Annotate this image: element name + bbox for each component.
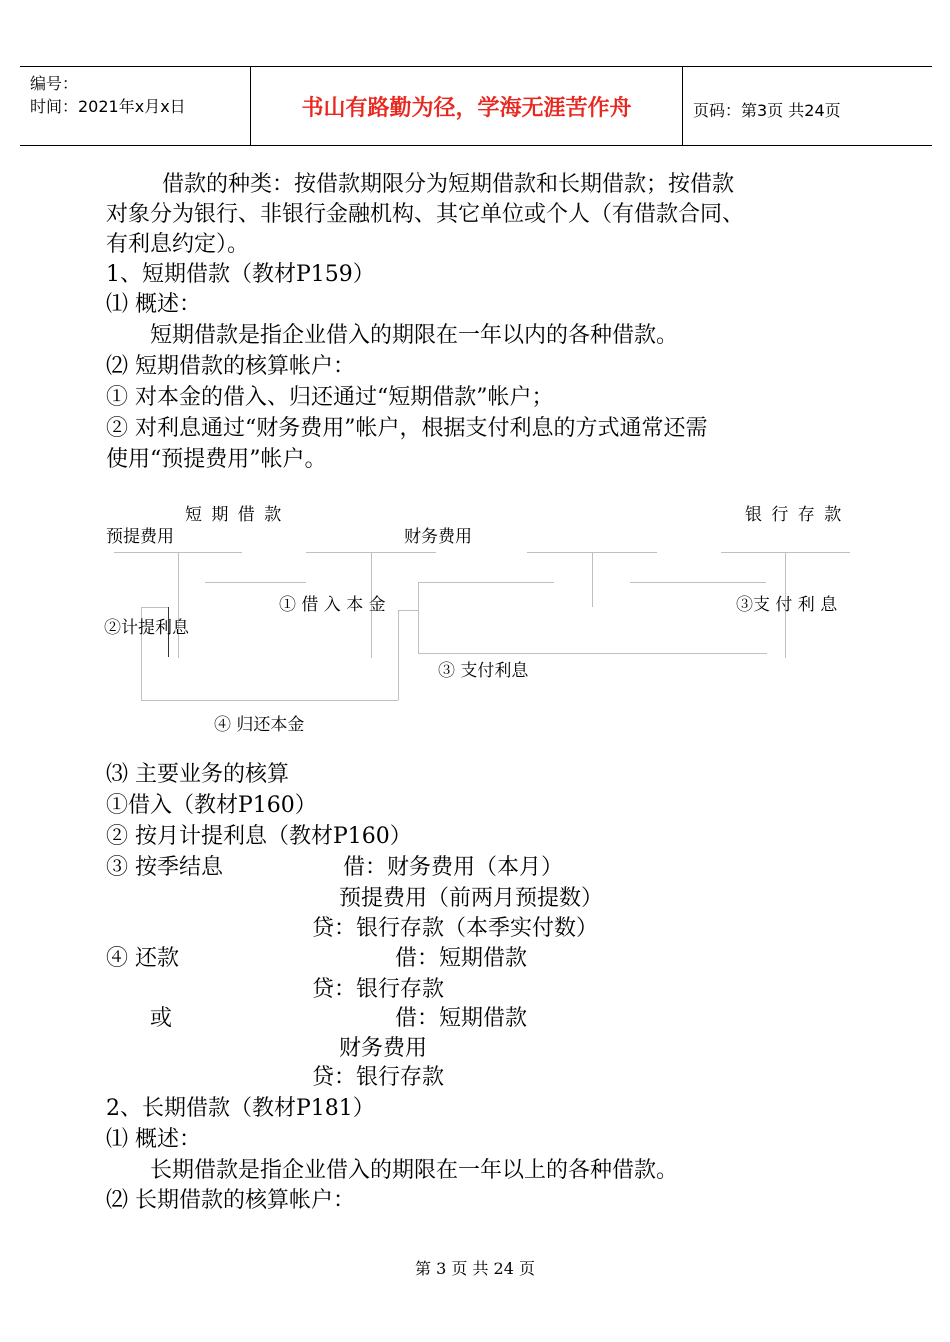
list-item: ③ 按季结息 bbox=[106, 855, 223, 880]
definition-text: 长期借款是指企业借入的期限在一年以上的各种借款。 bbox=[150, 1158, 679, 1183]
flow-label-borrow: ① 借 入 本 金 bbox=[279, 595, 386, 615]
header-divider bbox=[682, 67, 683, 145]
flow-line bbox=[418, 582, 554, 583]
subsection-title: ⑴ 概述： bbox=[106, 1127, 201, 1152]
subsection-title: ⑶ 主要业务的核算 bbox=[106, 762, 289, 787]
journal-entry: 贷：银行存款 bbox=[312, 1065, 445, 1090]
list-item: 使用“预提费用”帐户。 bbox=[106, 447, 327, 472]
subsection-title: ⑵ 短期借款的核算帐户： bbox=[106, 354, 355, 379]
flow-label-pay-interest: ③支 付 利 息 bbox=[736, 595, 838, 615]
journal-entry: 贷：银行存款 bbox=[312, 977, 445, 1002]
section-title: 2、长期借款（教材P181） bbox=[106, 1096, 375, 1121]
list-item: ④ 还款 bbox=[106, 946, 179, 971]
flow-line bbox=[630, 582, 766, 583]
flow-label-accrue-interest: ②计提利息 bbox=[104, 618, 189, 638]
list-item: ①借入（教材P160） bbox=[106, 793, 317, 818]
list-item: ① 对本金的借入、归还通过“短期借款”帐户； bbox=[106, 385, 554, 410]
or-label: 或 bbox=[150, 1006, 173, 1031]
journal-entry: 贷：银行存款（本季实付数） bbox=[312, 916, 599, 941]
time-label: 时间：2021年x月x日 bbox=[30, 97, 186, 116]
page-footer: 第 3 页 共 24 页 bbox=[415, 1259, 535, 1278]
journal-entry: 借：短期借款 bbox=[395, 946, 528, 971]
flow-line bbox=[418, 582, 419, 654]
subsection-title: ⑵ 长期借款的核算帐户： bbox=[106, 1188, 355, 1213]
paragraph-line: 对象分为银行、非银行金融机构、其它单位或个人（有借款合同、 bbox=[106, 202, 745, 227]
paragraph-line: 借款的种类：按借款期限分为短期借款和长期借款；按借款 bbox=[162, 172, 735, 197]
account-accrued-expense: 预提费用 bbox=[106, 527, 174, 547]
header-page-label: 页码：第3页 共24页 bbox=[693, 101, 841, 120]
flow-line bbox=[398, 610, 399, 700]
header-motto: 书山有路勤为径，学海无涯苦作舟 bbox=[301, 95, 632, 121]
flow-line bbox=[205, 582, 306, 583]
journal-entry: 预提费用（前两月预提数） bbox=[339, 886, 604, 911]
flow-line bbox=[398, 610, 418, 611]
paragraph-line: 有利息约定）。 bbox=[106, 232, 250, 257]
t-account-line bbox=[592, 552, 593, 607]
definition-text: 短期借款是指企业借入的期限在一年以内的各种借款。 bbox=[150, 323, 679, 348]
flow-line bbox=[141, 700, 398, 701]
subsection-title: ⑴ 概述： bbox=[106, 292, 201, 317]
list-item: ② 对利息通过“财务费用”帐户，根据支付利息的方式通常还需 bbox=[106, 416, 708, 441]
page-header bbox=[20, 66, 932, 146]
account-finance-expense: 财务费用 bbox=[404, 527, 472, 547]
account-bank-deposit: 银 行 存 款 bbox=[745, 505, 844, 525]
flow-line bbox=[418, 653, 767, 654]
flow-label-pay-interest: ③ 支付利息 bbox=[438, 661, 529, 681]
number-label: 编号： bbox=[30, 74, 79, 93]
list-item: ② 按月计提利息（教材P160） bbox=[106, 824, 412, 849]
account-short-loan: 短 期 借 款 bbox=[185, 505, 284, 525]
flow-label-repay: ④ 归还本金 bbox=[214, 715, 305, 735]
t-account-line bbox=[178, 552, 179, 658]
section-title: 1、短期借款（教材P159） bbox=[106, 262, 375, 287]
journal-entry: 借：短期借款 bbox=[395, 1006, 528, 1031]
flow-line bbox=[141, 607, 168, 608]
journal-entry: 财务费用 bbox=[339, 1036, 428, 1061]
journal-entry: 借：财务费用（本月） bbox=[343, 855, 564, 880]
